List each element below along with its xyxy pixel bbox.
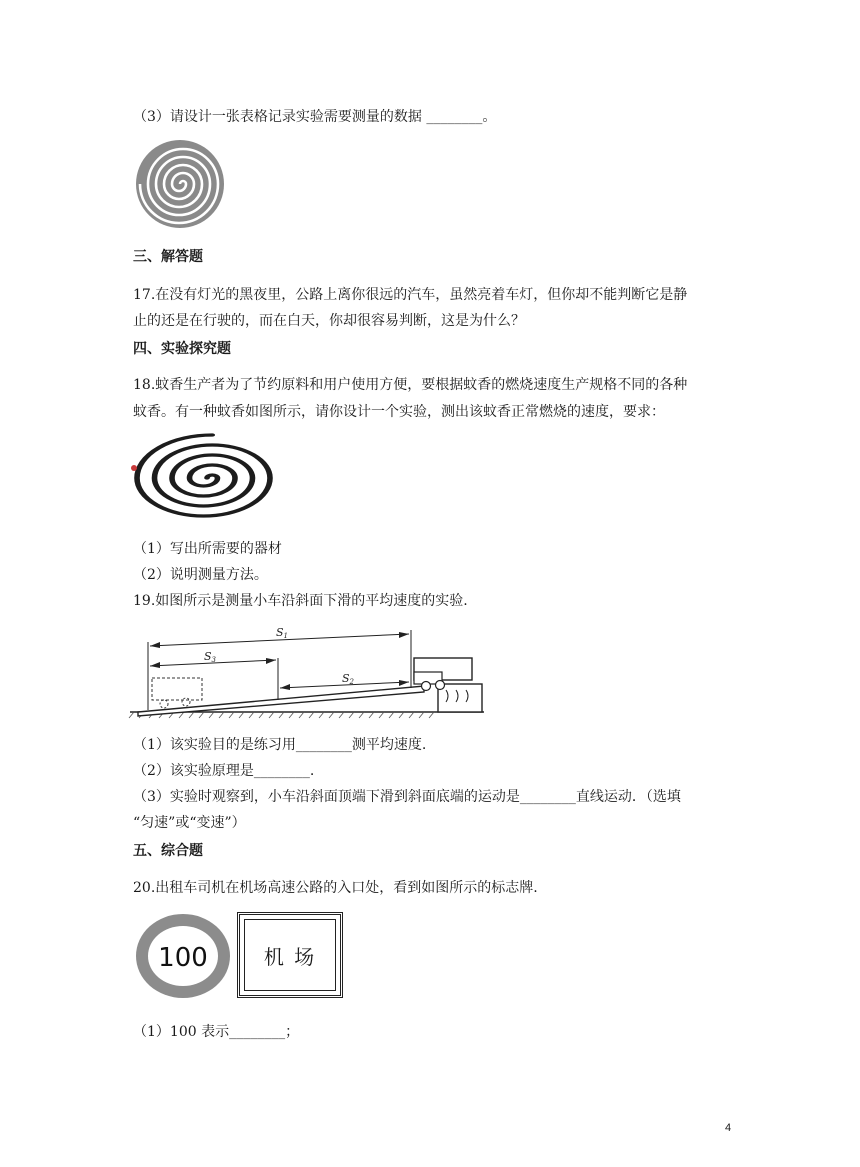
q19-stem: 19.如图所示是测量小车沿斜面下滑的平均速度的实验. [133,593,468,609]
spiral-coil-figure [134,138,226,230]
airport-sign-text: 机 场 [263,944,317,969]
q20-part1: （1）100 表示________； [133,1024,300,1040]
page-number: 4 [725,1122,732,1134]
q18-part2: （2）说明测量方法。 [133,567,268,583]
section5-heading: 五、综合题 [133,843,203,859]
incline-diagram [128,622,490,722]
q19-part2: （2）该实验原理是________. [133,763,315,779]
speed-limit-sign [134,912,232,1000]
label-s3: S [204,650,212,663]
q16-part3-text: （3）请设计一张表格记录实验需要测量的数据 ________。 [133,109,497,125]
label-s1-sub: 1 [283,632,289,640]
q17-line1: 17.在没有灯光的黑夜里，公路上离你很远的汽车，虽然亮着车灯，但你却不能判断它是静 [133,287,688,303]
svg-text:S2 [342,672,355,686]
svg-text:S1 [276,626,288,640]
label-s1: S [276,626,284,639]
section4-heading: 四、实验探究题 [133,341,231,357]
label-s3-sub: 3 [211,656,217,664]
airport-sign [237,912,343,998]
speed-limit-value: 100 [158,943,208,973]
q19-part3-line2: “匀速”或“变速”） [133,815,246,831]
section3-heading: 三、解答题 [133,249,203,265]
q17-line2: 止的还是在行驶的，而在白天，你却很容易判断，这是为什么？ [133,313,525,329]
q18-line2: 蚊香。有一种蚊香如图所示，请你设计一个实验，测出该蚊香正常燃烧的速度，要求： [133,404,665,420]
mosquito-coil-figure [128,432,286,524]
q18-part1: （1）写出所需要的器材 [133,541,282,557]
label-s2-sub: 2 [349,678,355,686]
label-s2: S [342,672,350,685]
q19-part3-line1: （3）实验时观察到，小车沿斜面顶端下滑到斜面底端的运动是________直线运动．（选填 [133,789,681,805]
q18-line1: 18.蚊香生产者为了节约原料和用户使用方便，要根据蚊香的燃烧速度生产规格不同的各种 [133,377,688,393]
q20-stem: 20.出租车司机在机场高速公路的入口处，看到如图所示的标志牌. [133,880,538,896]
burning-tip-icon [131,465,137,471]
svg-text:S3 [204,650,217,664]
q19-part1: （1）该实验目的是练习用________测平均速度. [133,737,427,753]
